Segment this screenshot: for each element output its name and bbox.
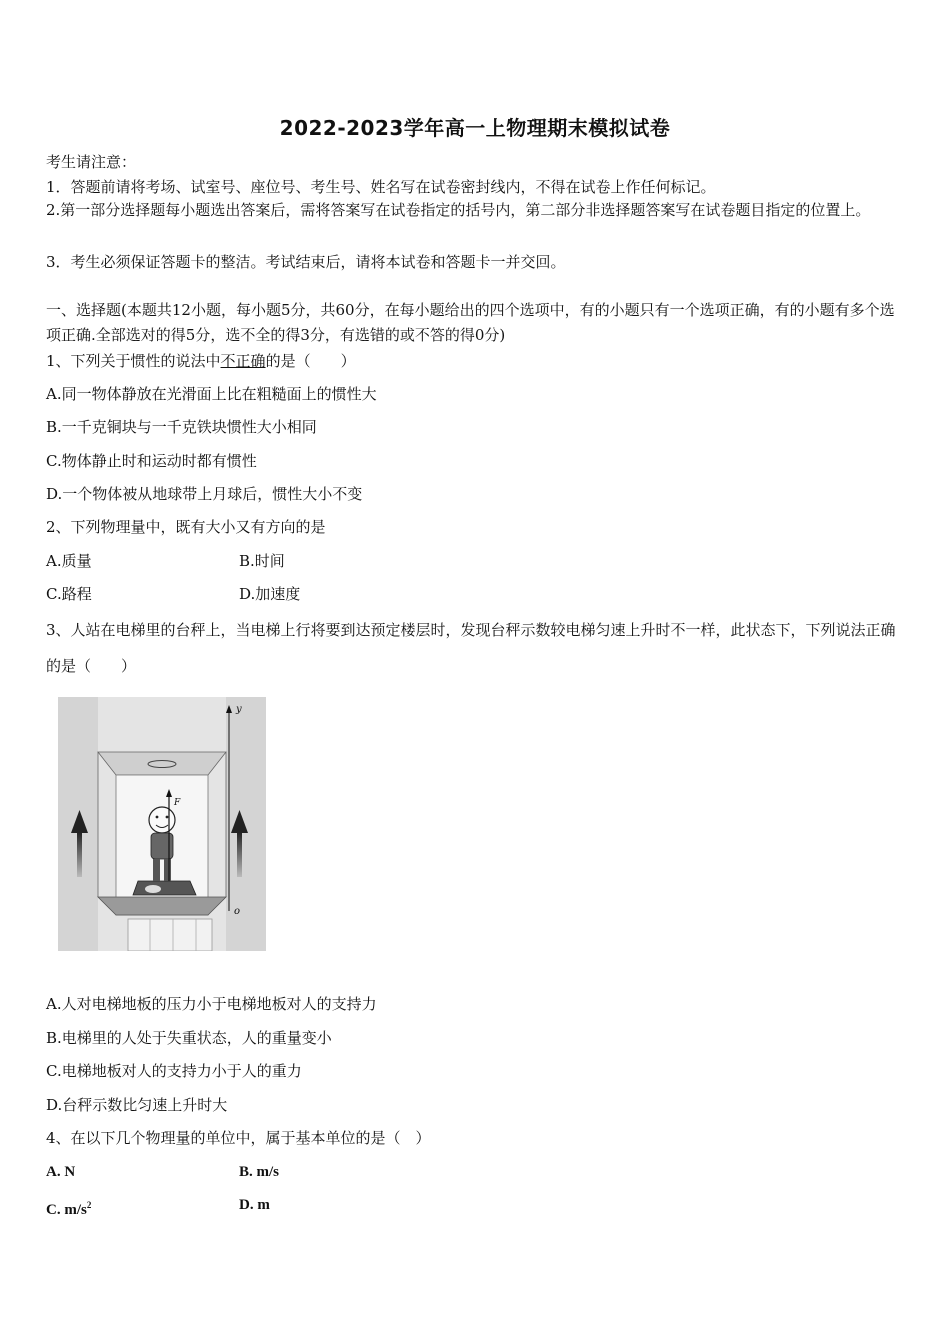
question-1-stem-after: 的是（ ） — [265, 352, 356, 370]
question-1-stem — [46, 351, 908, 371]
question-4-option-a: A. N — [46, 1164, 76, 1180]
force-label: F — [174, 798, 181, 808]
question-4-stem: 4、在以下几个物理量的单位中，属于基本单位的是（ ） — [46, 1129, 431, 1147]
question-1-stem-before: 1、下列关于惯性的说法中 — [46, 352, 221, 370]
question-2-stem: 2、下列物理量中，既有大小又有方向的是 — [46, 518, 326, 536]
question-4-option-d: D. m — [239, 1197, 270, 1213]
elevator-figure — [58, 697, 268, 951]
notice-item-1: 1．答题前请将考场、试室号、座位号、考生号、姓名写在试卷密封线内，不得在试卷上作任何标记。 — [46, 178, 716, 196]
question-1-option-a: A.同一物体静放在光滑面上比在粗糙面上的惯性大 — [46, 385, 377, 403]
section-heading: 一、选择题(本题共12小题，每小题5分，共60分，在每小题给出的四个选项中，有的小题只有一个选项正确，有的小题有多个选项正确.全部选对的得5分，选不全的得3分，有选错的或不答的得0分) — [46, 301, 895, 344]
question-3-option-b: B.电梯里的人处于失重状态，人的重量变小 — [46, 1029, 332, 1047]
notice-heading: 考生请注意： — [46, 153, 137, 171]
question-2-option-d: D.加速度 — [239, 585, 301, 603]
question-3-option-d: D.台秤示数比匀速上升时大 — [46, 1096, 228, 1114]
question-1-option-c: C.物体静止时和运动时都有惯性 — [46, 452, 257, 470]
notice-item-2: 2.第一部分选择题每小题选出答案后，需将答案写在试卷指定的括号内，第二部分非选择题答案写在试卷题目指定的位置上。 — [46, 201, 871, 219]
question-2-option-c: C.路程 — [46, 585, 92, 603]
origin-label: o — [234, 906, 241, 917]
y-axis-label: y — [236, 704, 242, 715]
question-1-option-d: D.一个物体被从地球带上月球后，惯性大小不变 — [46, 485, 363, 503]
question-1-stem-underline: 不正确 — [220, 352, 266, 370]
question-4-option-c — [46, 1195, 91, 1220]
question-4-option-c-sup: 2 — [86, 1200, 92, 1210]
question-3-option-c: C.电梯地板对人的支持力小于人的重力 — [46, 1062, 302, 1080]
question-3-option-a: A.人对电梯地板的压力小于电梯地板对人的支持力 — [46, 995, 377, 1013]
question-3-stem: 3、人站在电梯里的台秤上，当电梯上行将要到达预定楼层时，发现台秤示数较电梯匀速上升时不一样，此状态下，下列说法正确的是（ ） — [46, 621, 896, 675]
page-title: 2022-2023学年高一上物理期末模拟试卷 — [279, 116, 671, 140]
question-2-option-b: B.时间 — [239, 552, 285, 570]
question-4-option-b: B. m/s — [239, 1164, 280, 1180]
question-1-option-b: B.一千克铜块与一千克铁块惯性大小相同 — [46, 418, 317, 436]
notice-item-3: 3．考生必须保证答题卡的整洁。考试结束后，请将本试卷和答题卡一并交回。 — [46, 253, 566, 271]
question-2-option-a: A.质量 — [46, 552, 92, 570]
question-4-option-c-text: C. m/s — [46, 1202, 87, 1218]
